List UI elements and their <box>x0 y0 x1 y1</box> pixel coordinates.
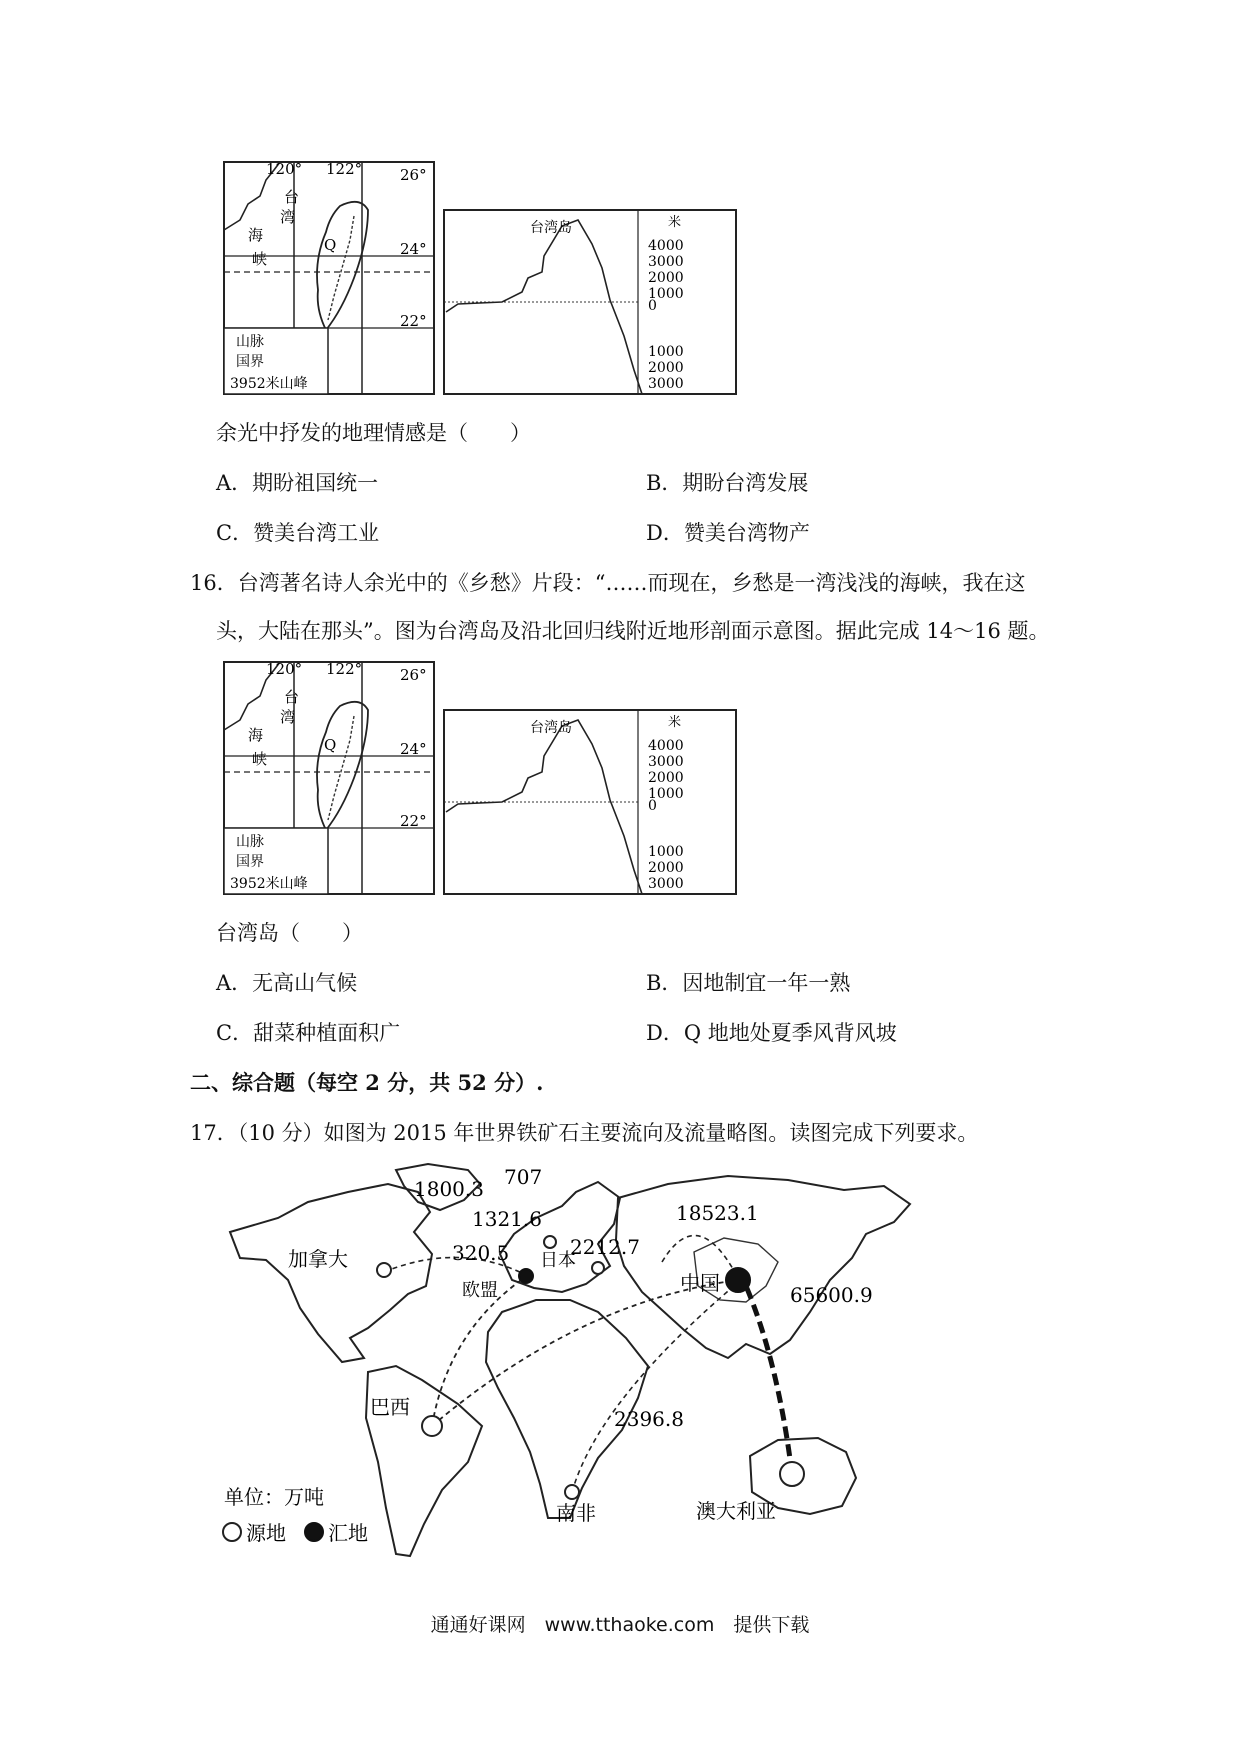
label-china: 中国 <box>680 1271 720 1295</box>
sink-china <box>726 1268 750 1292</box>
map-label-lat2: 24° <box>400 240 427 258</box>
profile-scale-4000: 4000 <box>648 738 684 754</box>
map-label-lon1: 120° <box>266 160 303 178</box>
north-america-outline <box>230 1184 432 1362</box>
strait-char-4: 峡 <box>252 250 268 268</box>
iron-ore-flow-map <box>218 1162 1018 1562</box>
q16-option-a[interactable]: A．无高山气候 <box>216 971 358 995</box>
taiwan-map-middle <box>222 660 742 900</box>
profile-scale-0: 0 <box>648 298 657 314</box>
point-q: Q <box>324 236 337 254</box>
map-label-lat3: 22° <box>400 312 427 330</box>
map-label-lon2: 122° <box>326 660 363 678</box>
strait-char-4: 峡 <box>252 750 268 768</box>
profile-unit: 米 <box>668 715 682 730</box>
source-south-africa <box>565 1485 579 1499</box>
strait-char-2: 湾 <box>280 208 296 226</box>
profile-scale-n3000: 3000 <box>648 876 684 892</box>
label-europe2: 日本 <box>540 1250 576 1271</box>
profile-unit: 米 <box>668 215 682 230</box>
profile-scale-2000: 2000 <box>648 770 684 786</box>
legend-border: 国界 <box>236 854 264 870</box>
q15-option-c[interactable]: C．赞美台湾工业 <box>216 521 380 545</box>
profile-scale-n2000: 2000 <box>648 360 684 376</box>
profile-scale-1000: 1000 <box>648 286 684 302</box>
taiwan-figure-top <box>222 160 742 400</box>
flow-value-1: 1800.3 <box>414 1177 484 1201</box>
profile-scale-n1000: 1000 <box>648 844 684 860</box>
strait-char-2: 湾 <box>280 708 296 726</box>
flow-value-7: 65600.9 <box>790 1283 873 1307</box>
profile-title: 台湾岛 <box>530 220 572 236</box>
flow-value-4: 18523.1 <box>676 1201 759 1225</box>
legend-peak: 3952米山峰 <box>230 876 308 892</box>
q16-line1: 16．台湾著名诗人余光中的《乡愁》片段：“……而现在，乡愁是一湾浅浅的海峡，我在这 <box>190 571 1026 595</box>
flow-value-2: 707 <box>504 1165 543 1189</box>
source-australia <box>780 1462 804 1486</box>
profile-title: 台湾岛 <box>530 720 572 736</box>
q16-option-b[interactable]: B．因地制宜一年一熟 <box>646 971 851 995</box>
label-brazil: 巴西 <box>370 1395 410 1419</box>
legend-source-symbol <box>223 1523 241 1541</box>
taiwan-figure-middle <box>222 660 742 900</box>
taiwan-map-top <box>222 160 742 400</box>
flow-value-3: 1321.6 <box>472 1207 542 1231</box>
section2-heading: 二、综合题（每空 2 分，共 52 分）. <box>190 1070 544 1095</box>
profile-scale-3000: 3000 <box>648 254 684 270</box>
profile-scale-0: 0 <box>648 798 657 814</box>
profile-scale-1000: 1000 <box>648 786 684 802</box>
legend-peak: 3952米山峰 <box>230 376 308 392</box>
source-russia <box>592 1262 604 1274</box>
sink-europe <box>519 1269 533 1283</box>
map-label-lat1: 26° <box>400 666 427 684</box>
map-label-lat1: 26° <box>400 166 427 184</box>
legend-unit: 单位：万吨 <box>224 1485 324 1509</box>
flow-value-8: 2396.8 <box>614 1407 684 1431</box>
q15-option-d[interactable]: D．赞美台湾物产 <box>646 521 810 545</box>
map-label-lon2: 122° <box>326 160 363 178</box>
q15-stem: 余光中抒发的地理情感是（ ） <box>216 421 531 445</box>
profile-scale-4000: 4000 <box>648 238 684 254</box>
legend-source-label: 源地 <box>246 1521 286 1545</box>
legend-border: 国界 <box>236 354 264 370</box>
legend-sink-label: 汇地 <box>328 1521 368 1545</box>
page-footer: 通通好课网 www.tthaoke.com 提供下载 <box>430 1614 810 1636</box>
world-map-svg <box>218 1162 1018 1562</box>
point-q: Q <box>324 736 337 754</box>
map-label-lat2: 24° <box>400 740 427 758</box>
source-brazil <box>422 1416 442 1436</box>
source-europe-north <box>544 1236 556 1248</box>
q17-stem: 17．（10 分）如图为 2015 年世界铁矿石主要流向及流量略图。读图完成下列要求。 <box>190 1121 979 1145</box>
label-canada: 加拿大 <box>288 1247 348 1271</box>
profile-scale-n2000: 2000 <box>648 860 684 876</box>
legend-mountain: 山脉 <box>236 834 264 850</box>
legend-sink-symbol <box>305 1523 323 1541</box>
map-label-lon1: 120° <box>266 660 303 678</box>
q16-stem: 台湾岛（ ） <box>216 921 363 945</box>
map-label-lat3: 22° <box>400 812 427 830</box>
profile-scale-2000: 2000 <box>648 270 684 286</box>
q15-option-b[interactable]: B．期盼台湾发展 <box>646 471 809 495</box>
strait-char-1: 台 <box>284 688 300 706</box>
strait-char-3: 海 <box>248 726 264 744</box>
legend-mountain: 山脉 <box>236 334 264 350</box>
flow-brazil-china <box>432 1280 738 1426</box>
label-australia: 澳大利亚 <box>696 1499 776 1523</box>
profile-scale-n3000: 3000 <box>648 376 684 392</box>
flow-value-5: 320.5 <box>452 1241 510 1265</box>
label-europe1: 欧盟 <box>462 1280 498 1301</box>
label-south-africa: 南非 <box>556 1501 596 1525</box>
flow-value-6: 2212.7 <box>570 1235 640 1259</box>
source-canada <box>377 1263 391 1277</box>
q15-option-a[interactable]: A．期盼祖国统一 <box>216 471 379 495</box>
strait-char-1: 台 <box>284 188 300 206</box>
q16-option-c[interactable]: C．甜菜种植面积广 <box>216 1021 401 1045</box>
profile-scale-n1000: 1000 <box>648 344 684 360</box>
q16-line2: 头，大陆在那头”。图为台湾岛及沿北回归线附近地形剖面示意图。据此完成 14～16 题。 <box>216 619 1050 643</box>
strait-char-3: 海 <box>248 226 264 244</box>
q16-option-d[interactable]: D．Q 地地处夏季风背风坡 <box>646 1021 897 1045</box>
profile-scale-3000: 3000 <box>648 754 684 770</box>
